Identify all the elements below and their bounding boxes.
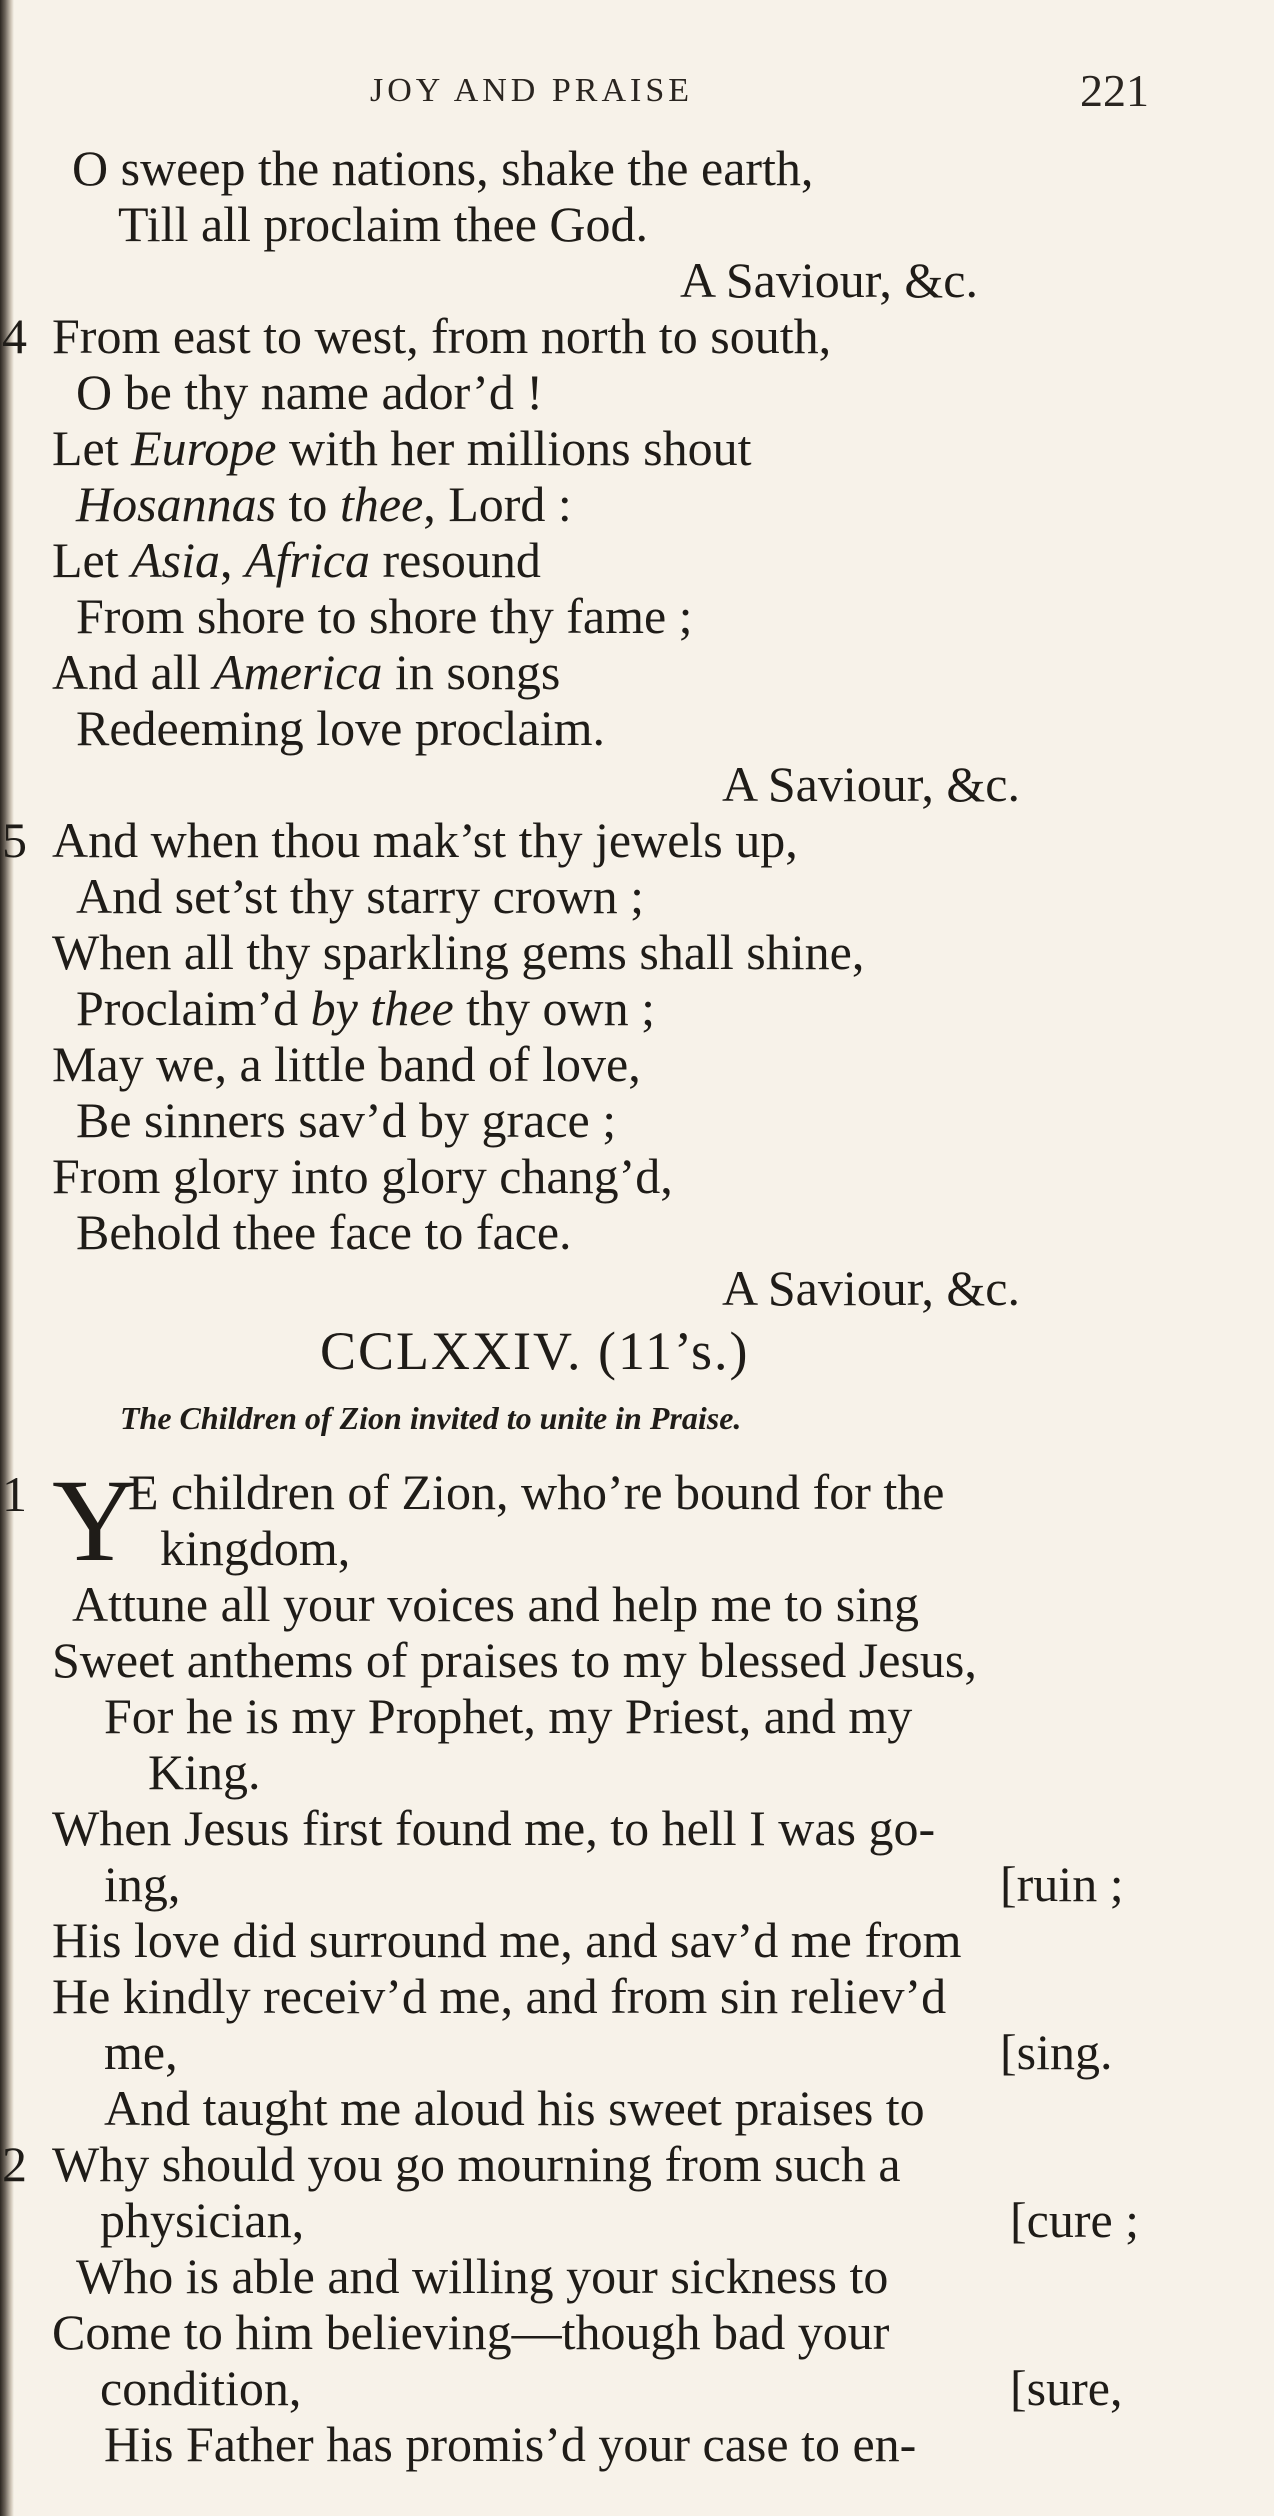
verse-line: For he is my Prophet, my Priest, and my: [104, 1688, 913, 1744]
verse-line: Till all proclaim thee God.: [118, 196, 649, 252]
turnover-bracket: [cure ;: [1010, 2192, 1140, 2248]
stanza-number: 5: [2, 812, 27, 868]
verse-line: And set’st thy starry crown ;: [76, 868, 644, 924]
verse-line: Be sinners sav’d by grace ;: [76, 1092, 617, 1148]
verse-line: From shore to shore thy fame ;: [76, 588, 693, 644]
verse-line: Let Asia, Africa resound: [52, 532, 541, 588]
verse-line: Redeeming love proclaim.: [76, 700, 606, 756]
verse-line: physician,: [100, 2192, 305, 2248]
verse-line: Behold thee face to face.: [76, 1204, 572, 1260]
verse-line: Attune all your voices and help me to sing: [72, 1576, 920, 1632]
hymn-number: CCLXXIV. (11’s.): [320, 1321, 750, 1381]
verse-line: Let Europe with her millions shout: [52, 420, 752, 476]
refrain-line: A Saviour, &c.: [722, 1260, 1020, 1316]
verse-line: kingdom,: [160, 1520, 351, 1576]
hymn-title: The Children of Zion invited to unite in Praise.: [120, 1400, 742, 1436]
refrain-line: A Saviour, &c.: [680, 252, 978, 308]
verse-line: He kindly receiv’d me, and from sin reliev’d: [52, 1968, 947, 2024]
verse-line: Sweet anthems of praises to my blessed Jesus,: [52, 1632, 977, 1688]
verse-line: And taught me aloud his sweet praises to: [104, 2080, 925, 2136]
running-head: JOY AND PRAISE: [370, 72, 694, 109]
verse-line: From east to west, from north to south,: [52, 308, 832, 364]
stanza-number: 1: [2, 1466, 27, 1522]
verse-line: From glory into glory chang’d,: [52, 1148, 673, 1204]
turnover-bracket: [sure,: [1010, 2360, 1123, 2416]
drop-cap: Y: [52, 1455, 138, 1586]
verse-line: When all thy sparkling gems shall shine,: [52, 924, 865, 980]
turnover-bracket: [ruin ;: [1000, 1856, 1124, 1912]
page-number: 221: [1080, 65, 1149, 116]
refrain-line: A Saviour, &c.: [722, 756, 1020, 812]
verse-line: And when thou mak’st thy jewels up,: [52, 812, 798, 868]
verse-line: And all America in songs: [52, 644, 561, 700]
verse-line: E children of Zion, who’re bound for the: [128, 1464, 945, 1520]
verse-line: O sweep the nations, shake the earth,: [72, 140, 814, 196]
verse-line: ing,: [104, 1856, 181, 1912]
turnover-bracket: [sing.: [1000, 2024, 1113, 2080]
verse-line: O be thy name ador’d !: [76, 364, 543, 420]
verse-line: King.: [148, 1744, 261, 1800]
verse-line: Who is able and willing your sickness to: [76, 2248, 889, 2304]
verse-line: Proclaim’d by thee thy own ;: [76, 980, 656, 1036]
verse-line: May we, a little band of love,: [52, 1036, 641, 1092]
verse-line: me,: [104, 2024, 178, 2080]
verse-line: When Jesus first found me, to hell I was go-: [52, 1800, 936, 1856]
verse-line: Come to him believing—though bad your: [52, 2304, 890, 2360]
verse-line: Why should you go mourning from such a: [52, 2136, 901, 2192]
verse-line: Hosannas to thee, Lord :: [76, 476, 572, 532]
verse-line: condition,: [100, 2360, 302, 2416]
stanza-number: 4: [2, 308, 27, 364]
stanza-number: 2: [2, 2136, 27, 2192]
verse-line: His Father has promis’d your case to en-: [104, 2416, 917, 2472]
verse-line: His love did surround me, and sav’d me from: [52, 1912, 962, 1968]
